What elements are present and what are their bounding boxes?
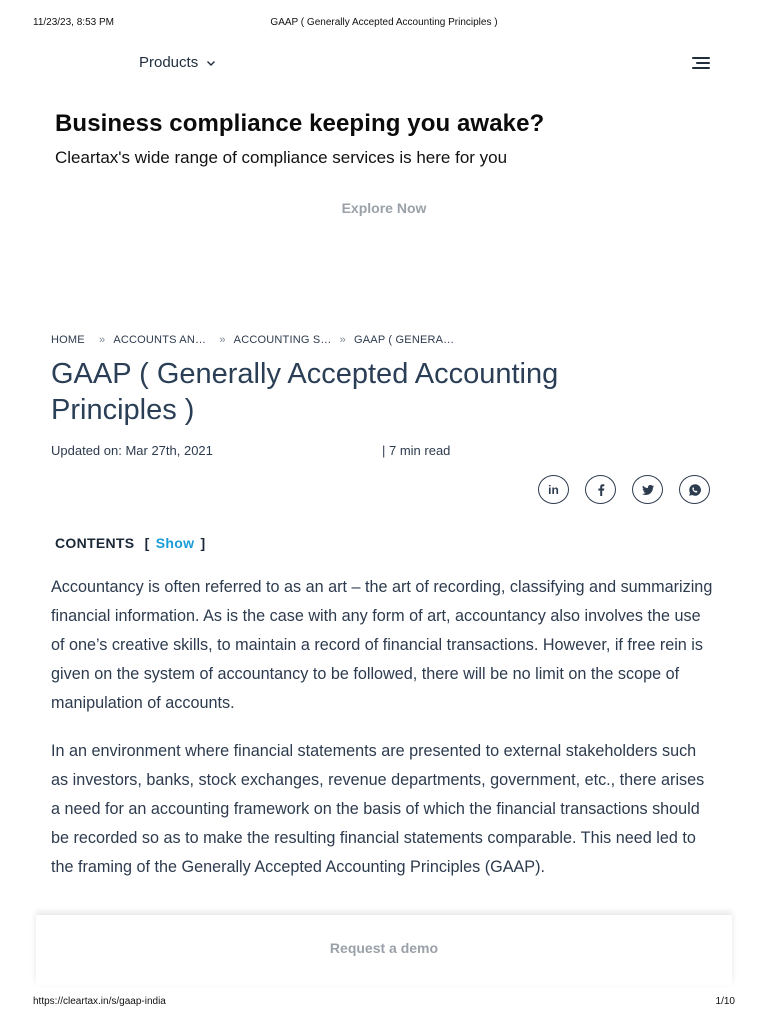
whatsapp-icon (688, 483, 702, 497)
linkedin-share-button[interactable] (538, 475, 569, 504)
products-dropdown[interactable] (139, 54, 216, 71)
print-url: https://cleartax.in/s/gaap-india (33, 996, 166, 1007)
breadcrumb-separator-icon: » (99, 334, 106, 346)
print-footer (33, 996, 735, 1008)
contents-label: CONTENTS (55, 535, 135, 551)
request-demo-button[interactable]: Request a demo (329, 940, 439, 956)
contents-show-toggle[interactable]: Show (155, 535, 195, 551)
request-demo-bar (36, 915, 732, 985)
print-page-title: GAAP ( Generally Accepted Accounting Principles ) (270, 17, 498, 28)
products-label: Products (139, 54, 199, 71)
article-paragraph: Accountancy is often referred to as an art – the art of recording, classifying and summarizing financial information. As is the case with any form of art, accountancy also involves the use of one’s creative skills, to maintain a record of financial transactions. However, if free rein is given on the system of accountancy to be followed, there will be no limit on the scope of manipulation of accounts. (51, 578, 713, 712)
whatsapp-share-button[interactable] (679, 475, 710, 504)
share-buttons (538, 475, 710, 504)
table-of-contents (55, 535, 205, 551)
chevron-down-icon (206, 58, 216, 68)
contents-close-bracket: ] (200, 535, 206, 551)
article-meta (51, 443, 711, 458)
linkedin-icon: in (548, 482, 559, 497)
updated-date: Updated on: Mar 27th, 2021 (51, 443, 213, 458)
article-paragraph: In an environment where financial statements are presented to external stakeholders such as investors, banks, stock exchanges, revenue departments, government, etc., there arises a need for an accounting framework on the basis of which the financial transactions should be recorded so as to make the resulting financial statements comparable. This need led to the framing of the Generally Accepted Accounting Principles (GAAP). (51, 742, 705, 876)
contents-open-bracket: [ (144, 535, 150, 551)
banner-heading: Business compliance keeping you awake? (55, 110, 545, 137)
banner-subheading: Cleartax's wide range of compliance services is here for you (55, 148, 508, 167)
breadcrumb-home[interactable]: HOME (51, 334, 85, 346)
page-title: GAAP ( Generally Accepted Accounting Principles ) (51, 358, 559, 426)
facebook-share-button[interactable] (585, 475, 616, 504)
print-datetime: 11/23/23, 8:53 PM (33, 17, 114, 28)
breadcrumb (51, 334, 454, 346)
navbar (0, 52, 768, 76)
twitter-share-button[interactable] (632, 475, 663, 504)
breadcrumb-separator-icon: » (219, 334, 226, 346)
hamburger-menu-icon[interactable] (692, 56, 710, 72)
breadcrumb-separator-icon: » (339, 334, 346, 346)
breadcrumb-accounting-standards[interactable]: ACCOUNTING S… (233, 334, 332, 346)
read-time: | 7 min read (382, 443, 451, 458)
print-header (33, 17, 735, 29)
print-page-number: 1/10 (715, 996, 735, 1007)
facebook-icon (594, 483, 608, 497)
article-body (51, 573, 717, 901)
compliance-banner (55, 108, 715, 170)
breadcrumb-current: GAAP ( GENERA… (353, 334, 455, 346)
twitter-icon (641, 483, 655, 497)
explore-now-button[interactable]: Explore Now (341, 200, 427, 216)
breadcrumb-accounts[interactable]: ACCOUNTS AN… (113, 334, 207, 346)
